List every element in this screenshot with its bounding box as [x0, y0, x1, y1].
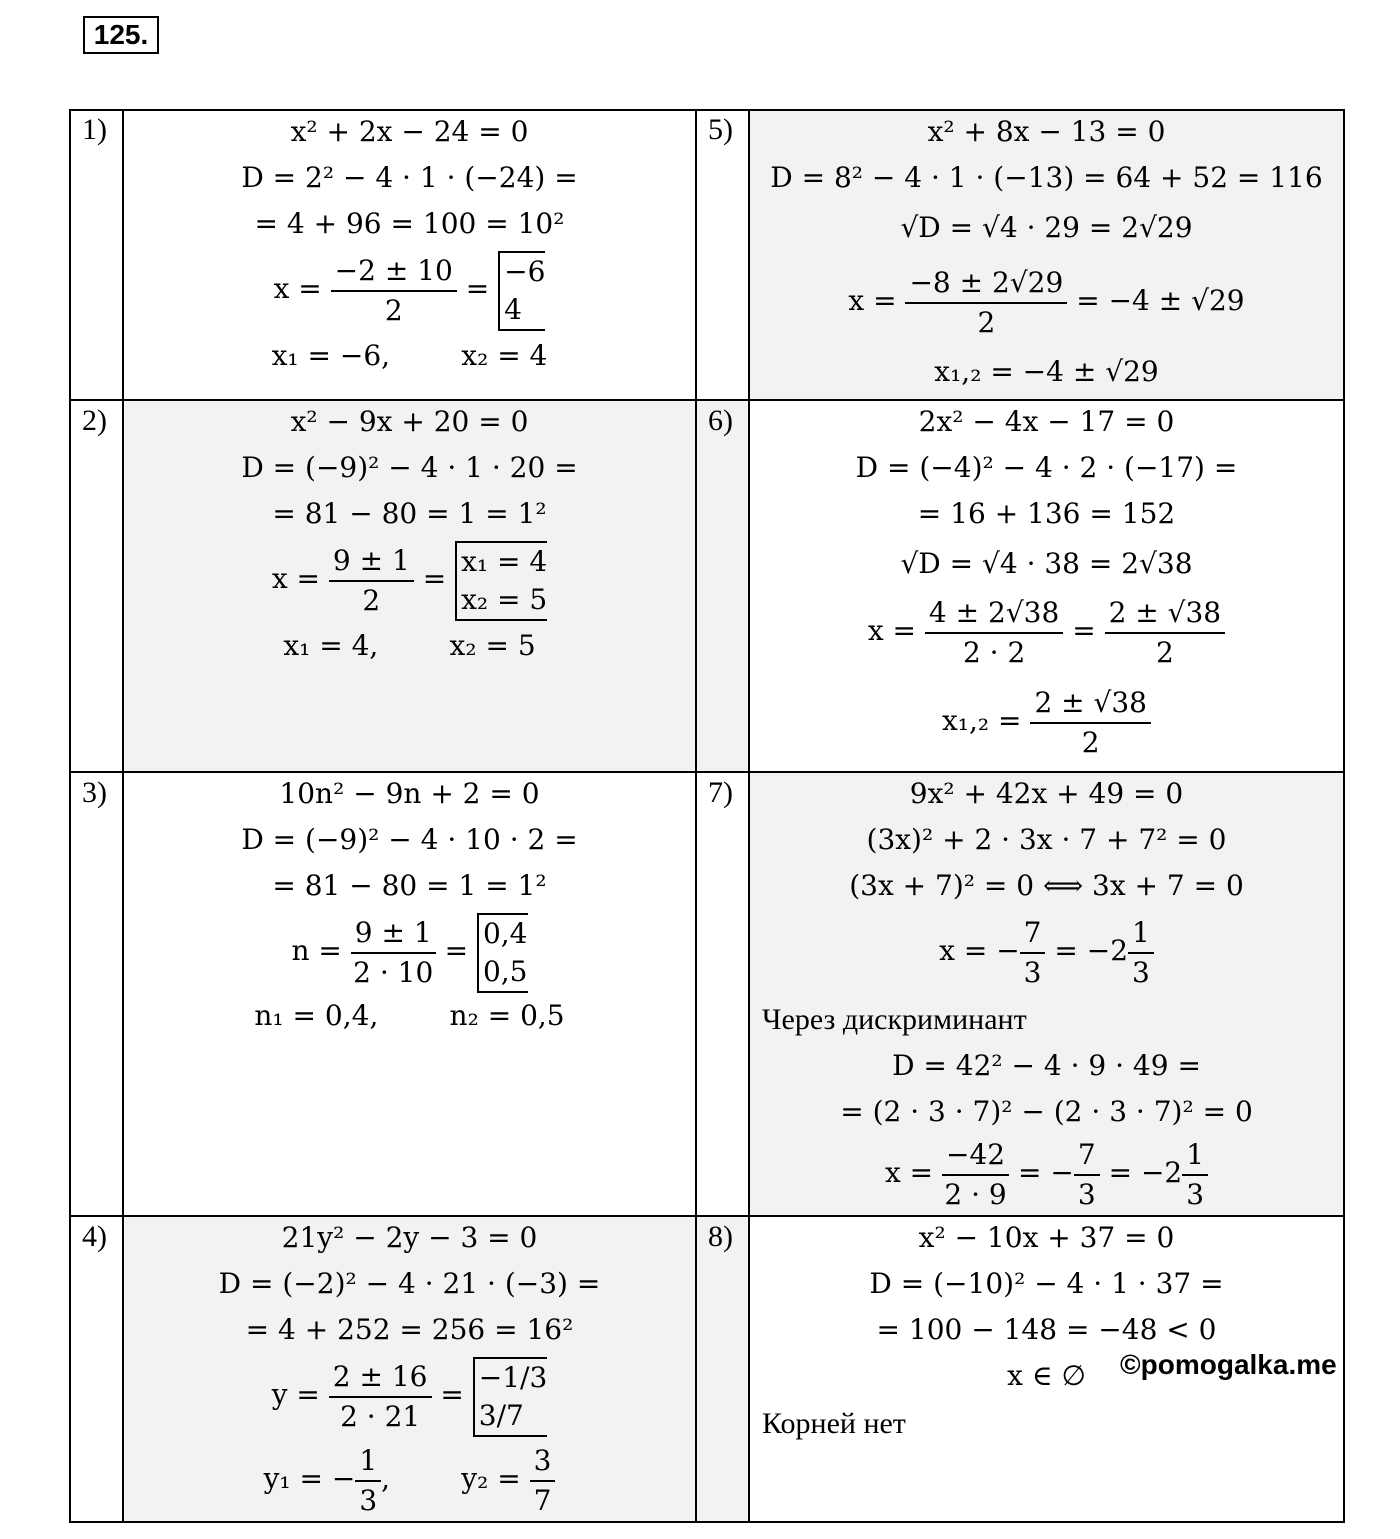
c6-frac2-num: 2 ± √38 — [1105, 594, 1226, 634]
c6-roots-frac — [1030, 684, 1151, 762]
c7-f2-eq: = − — [1018, 1156, 1074, 1189]
c2-fraction-line — [124, 539, 695, 621]
c6-fraction-line — [750, 591, 1343, 672]
label-5: 5) — [708, 113, 733, 146]
c7-mix-num: 1 — [1128, 914, 1154, 954]
c3-bracket — [477, 913, 528, 993]
c7-f2c-num: 1 — [1182, 1136, 1208, 1176]
cell-1 — [124, 111, 695, 399]
solutions-table — [69, 109, 1345, 1523]
c3-roots: n₁ = 0,4, n₂ = 0,5 — [254, 999, 565, 1032]
c6-frac-den: 2 · 2 — [962, 635, 1026, 669]
c2-line-3: = 81 − 80 = 1 = 1² — [272, 497, 547, 530]
c3-fraction — [351, 914, 436, 992]
c1-frac-num: −2 ± 10 — [331, 252, 457, 292]
c4-roots — [124, 1439, 695, 1520]
c3-line-1: 10n² − 9n + 2 = 0 — [279, 777, 540, 810]
label-1: 1) — [82, 113, 107, 146]
c4-roots-a-den: 3 — [359, 1483, 378, 1517]
c8-line-3: = 100 − 148 = −48 < 0 — [876, 1313, 1217, 1346]
c7-f2b-num: 7 — [1074, 1136, 1100, 1176]
c4-bracket-1: −1/3 — [478, 1360, 548, 1394]
c4-line-3: = 4 + 252 = 256 = 16² — [245, 1313, 574, 1346]
c3-bracket-1: 0,4 — [482, 916, 528, 950]
c4-roots-a-num: 1 — [355, 1442, 381, 1482]
c7-fraction-line — [750, 911, 1343, 992]
c6-line-1: 2x² − 4x − 17 = 0 — [918, 405, 1175, 438]
c7-fraction — [1020, 914, 1046, 992]
c6-line-3: = 16 + 136 = 152 — [917, 497, 1176, 530]
c7-line-2: (3x)² + 2 · 3x · 7 + 7² = 0 — [866, 823, 1227, 856]
c1-fraction-line — [124, 249, 695, 331]
c4-frac-lead: y = — [271, 1378, 320, 1411]
cell-2 — [124, 401, 695, 771]
c2-roots: x₁ = 4, x₂ = 5 — [283, 629, 536, 662]
problem-number: 125. — [83, 16, 159, 54]
c2-bracket-1: x₁ = 4 — [461, 544, 548, 578]
c7-f2 — [942, 1136, 1009, 1214]
c4-roots-frac-a — [355, 1442, 381, 1520]
label-3: 3) — [82, 776, 107, 809]
c7-line-1: 9x² + 42x + 49 = 0 — [909, 777, 1184, 810]
c3-frac-den: 2 · 10 — [353, 955, 434, 989]
c7-f2-lead: x = — [884, 1156, 934, 1189]
c7-fraction-line-2 — [750, 1133, 1343, 1214]
c4-roots-a: y₁ = − — [263, 1462, 356, 1495]
c4-roots-b-num: 3 — [530, 1442, 556, 1482]
c2-frac-den: 2 — [362, 583, 381, 617]
c4-frac-num: 2 ± 16 — [329, 1358, 432, 1398]
label-4: 4) — [82, 1220, 107, 1253]
label-8: 8) — [708, 1220, 733, 1253]
c1-line-3: = 4 + 96 = 100 = 10² — [254, 207, 565, 240]
c4-line-2: D = (−2)² − 4 · 21 · (−3) = — [218, 1267, 601, 1300]
c3-frac-lead: n = — [291, 934, 342, 967]
c6-frac-eq: = — [1072, 614, 1096, 647]
c5-roots: x₁,₂ = −4 ± √29 — [934, 355, 1159, 388]
c7-f2-eq2: = −2 — [1108, 1156, 1183, 1189]
c8-line-1: x² − 10x + 37 = 0 — [918, 1221, 1175, 1254]
c3-frac-eq: = — [444, 934, 469, 967]
cell-7 — [750, 773, 1343, 1215]
c3-fraction-line — [124, 911, 695, 993]
c4-frac-den: 2 · 21 — [340, 1399, 421, 1433]
c8-line-4: x ∈ ∅ — [1007, 1359, 1086, 1392]
c7-mixed — [1128, 914, 1154, 992]
watermark: ©pomogalka.me — [1120, 1349, 1337, 1380]
c7-f2-den: 2 · 9 — [944, 1177, 1007, 1211]
c7-line-3: (3x + 7)² = 0 ⟺ 3x + 7 = 0 — [849, 869, 1244, 902]
c6-roots — [750, 681, 1343, 762]
c4-roots-frac-b — [530, 1442, 556, 1520]
c6-line-2: D = (−4)² − 4 · 2 · (−17) = — [855, 451, 1238, 484]
c4-frac-eq: = — [440, 1378, 464, 1411]
c7-line-5: = (2 · 3 · 7)² − (2 · 3 · 7)² = 0 — [840, 1095, 1253, 1128]
c6-frac2-den: 2 — [1155, 635, 1174, 669]
c2-frac-lead: x = — [271, 562, 320, 595]
c1-line-2: D = 2² − 4 · 1 · (−24) = — [241, 161, 578, 194]
label-6: 6) — [708, 404, 733, 437]
c2-frac-eq: = — [422, 562, 447, 595]
c3-line-3: = 81 − 80 = 1 = 1² — [272, 869, 547, 902]
c1-bracket-2: 4 — [504, 292, 522, 326]
cell-3 — [124, 773, 695, 1215]
c3-line-2: D = (−9)² − 4 · 10 · 2 = — [241, 823, 578, 856]
c1-fraction — [331, 252, 457, 330]
c7-frac-num: 7 — [1020, 914, 1046, 954]
label-2: 2) — [82, 404, 107, 437]
c5-fraction — [905, 264, 1067, 342]
c4-roots-b: , y₂ = — [381, 1462, 521, 1495]
c4-bracket — [473, 1357, 548, 1437]
c6-line-4: √D = √4 · 38 = 2√38 — [900, 547, 1193, 580]
c4-fraction-line — [124, 1355, 695, 1437]
c7-f2-num: −42 — [942, 1136, 1009, 1176]
c6-frac-num: 4 ± 2√38 — [925, 594, 1063, 634]
cell-5 — [750, 111, 1343, 399]
c8-note: Корней нет — [762, 1407, 906, 1440]
c5-line-1: x² + 8x − 13 = 0 — [927, 115, 1166, 148]
c8-line-2: D = (−10)² − 4 · 1 · 37 = — [869, 1267, 1224, 1300]
c4-fraction — [329, 1358, 432, 1436]
c2-bracket — [455, 541, 547, 621]
c1-frac-den: 2 — [384, 293, 403, 327]
c5-frac-num: −8 ± 2√29 — [905, 264, 1067, 304]
c7-mix-den: 3 — [1132, 955, 1150, 989]
c1-bracket — [498, 251, 545, 331]
c7-frac-den: 3 — [1023, 955, 1042, 989]
c6-fraction — [925, 594, 1063, 672]
c1-frac-lead: x = — [273, 272, 322, 305]
c1-bracket-1: −6 — [504, 254, 546, 288]
cell-4 — [124, 1217, 695, 1521]
c5-fraction-line — [750, 261, 1343, 342]
c2-bracket-2: x₂ = 5 — [461, 582, 548, 616]
c6-roots-num: 2 ± √38 — [1030, 684, 1151, 724]
c4-roots-b-den: 7 — [533, 1483, 552, 1517]
c7-note: Через дискриминант — [762, 1003, 1027, 1036]
c7-frac-eq: = −2 — [1054, 934, 1129, 967]
c4-line-1: 21y² − 2y − 3 = 0 — [281, 1221, 538, 1254]
cell-6 — [750, 401, 1343, 771]
c7-f2b — [1074, 1136, 1100, 1214]
c2-fraction — [329, 542, 414, 620]
c7-frac-lead: x = − — [939, 934, 1020, 967]
c6-fraction-2 — [1105, 594, 1226, 672]
label-7: 7) — [708, 776, 733, 809]
c6-roots-lead: x₁,₂ = — [942, 704, 1022, 737]
c3-bracket-2: 0,5 — [482, 954, 528, 988]
c5-line-3: √D = √4 · 29 = 2√29 — [900, 211, 1193, 244]
c5-line-2: D = 8² − 4 · 1 · (−13) = 64 + 52 = 116 — [770, 161, 1323, 194]
c6-roots-den: 2 — [1081, 725, 1100, 759]
c3-frac-num: 9 ± 1 — [351, 914, 436, 954]
c5-frac-den: 2 — [977, 305, 996, 339]
c7-line-4: D = 42² − 4 · 9 · 49 = — [892, 1049, 1201, 1082]
c5-frac-lead: x = — [848, 284, 897, 317]
c7-f2c — [1182, 1136, 1208, 1214]
c7-f2c-den: 3 — [1186, 1177, 1205, 1211]
c4-bracket-2: 3/7 — [478, 1398, 524, 1432]
c2-frac-num: 9 ± 1 — [329, 542, 414, 582]
c2-line-1: x² − 9x + 20 = 0 — [290, 405, 529, 438]
c5-frac-tail: = −4 ± √29 — [1076, 284, 1245, 317]
c2-line-2: D = (−9)² − 4 · 1 · 20 = — [241, 451, 578, 484]
c6-frac-lead: x = — [867, 614, 917, 647]
c1-roots: x₁ = −6, x₂ = 4 — [271, 339, 548, 372]
c7-f2b-den: 3 — [1077, 1177, 1096, 1211]
c1-line-1: x² + 2x − 24 = 0 — [290, 115, 529, 148]
c1-frac-eq: = — [465, 272, 490, 305]
